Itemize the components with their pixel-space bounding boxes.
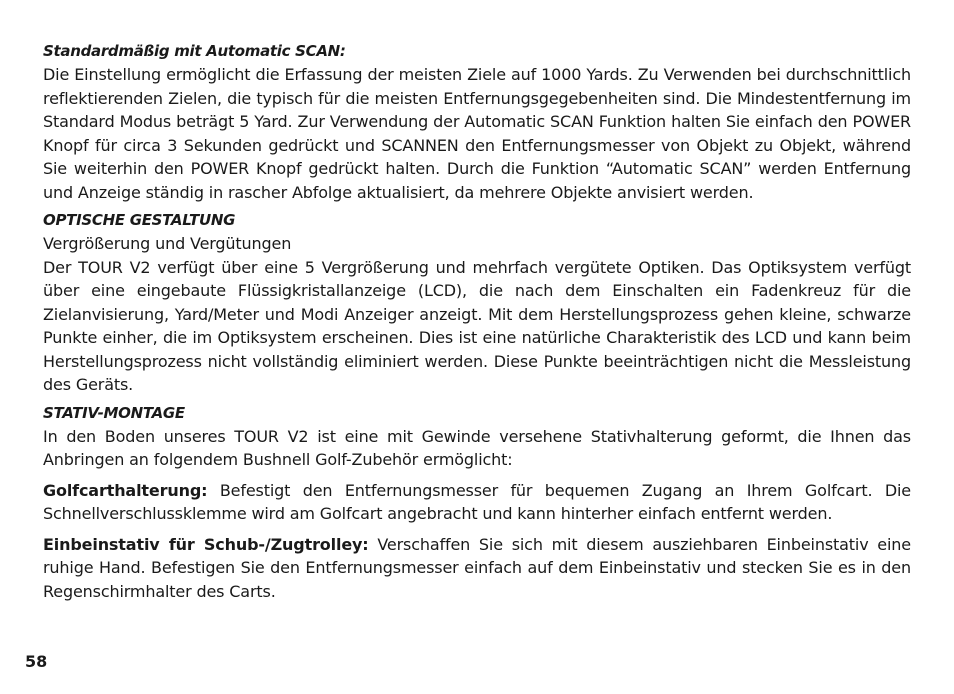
accessory-item-title: Golfcarthalterung:	[43, 480, 208, 500]
section-paragraph: Die Einstellung ermöglicht die Erfassung der meisten Ziele auf 1000 Yards. Zu Verwenden bei durchschnittlich reflektierenden Zielen, die typisch für die meisten Entfernungsgegebenheiten sind. Die Mindestentfernung im Standard Modus beträgt 5 Yard. Zur Verwendung der Automatic SCAN Funktion halten Sie einfach den POWER Knopf für circa 3 Sekunden gedrückt und SCANNEN den Entfernungsmesser von Objekt zu Objekt, während Sie weiterhin den POWER Knopf gedrückt halten. Durch die Funktion “Automatic SCAN” werden Entfernung und Anzeige ständig in rascher Abfolge aktualisiert, da mehrere Objekte anvisiert werden.	[43, 65, 911, 202]
page-number: 58	[25, 652, 48, 671]
document-page	[43, 40, 911, 608]
accessory-item-golfcart	[43, 479, 911, 526]
section-paragraph: Der TOUR V2 verfügt über eine 5 Vergrößerung und mehrfach vergütete Optiken. Das Optiksystem verfügt über eine eingebaute Flüssigkristallanzeige (LCD), die nach dem Einschalten ein Fadenkreuz für die Zielanvisierung, Yard/Meter und Modi Anzeiger anzeigt. Mit dem Herstellungsprozess gehen kleine, schwarze Punkte einher, die im Optiksystem erscheinen. Dies ist eine natürliche Charakteristik des LCD und kann beim Herstellungsprozess nicht vollständig eliminiert werden. Diese Punkte beeinträchtigen nicht die Messleistung des Geräts.	[43, 257, 911, 394]
section-heading: STATIV-MONTAGE	[43, 403, 185, 422]
section-automatic-scan	[43, 40, 911, 204]
section-subheading: Vergrößerung und Vergütungen	[43, 234, 292, 253]
accessory-item-title: Einbeinstativ für Schub-/Zugtrolley:	[43, 534, 369, 554]
section-optische-gestaltung	[43, 209, 911, 397]
section-stativ-montage	[43, 402, 911, 604]
accessory-item-einbeinstativ	[43, 533, 911, 604]
accessory-item-text: Befestigt den Entfernungsmesser für bequemen Zugang an Ihrem Golfcart. Die Schnellverschlussklemme wird am Golfcart angebracht und kann hinterher einfach entfernt werden.	[43, 480, 911, 523]
section-heading: Standardmäßig mit Automatic SCAN:	[43, 42, 346, 60]
section-heading: OPTISCHE GESTALTUNG	[43, 211, 236, 229]
section-paragraph: In den Boden unseres TOUR V2 ist eine mit Gewinde versehene Stativhalterung geformt, die Ihnen das Anbringen an folgendem Bushnell Golf-Zubehör ermöglicht:	[43, 426, 911, 469]
accessory-item-text: Verschaffen Sie sich mit diesem ausziehbaren Einbeinstativ eine ruhige Hand. Befestigen Sie den Entfernungsmesser einfach auf dem Einbeinstativ und stecken Sie es in den Regenschirmhalter des Carts.	[43, 534, 911, 601]
